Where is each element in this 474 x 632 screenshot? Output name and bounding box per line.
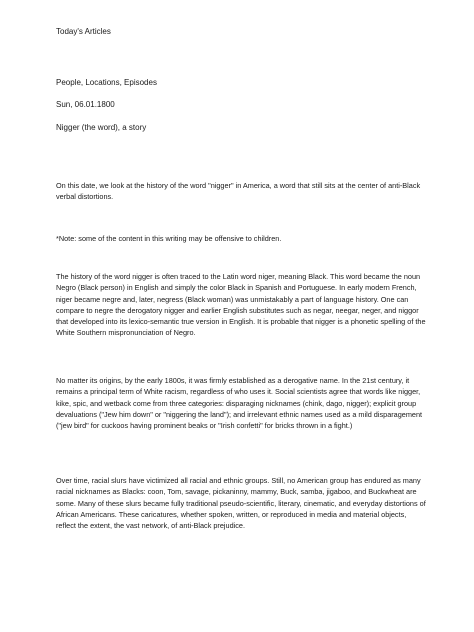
slurs-paragraph: Over time, racial slurs have victimized all racial and ethnic groups. Still, no American group has endured as many racial nicknames as Blacks: coon, Tom, savage, pickaninny, mammy, Buck, samba, jigaboo, and Buckwheat are some. Many of these slurs became fully traditional pseudo-scientific, literary, cinematic, and everyday distortions of African Americans. These caricatures, whether spoken, written, or reproduced in media and material objects, reflect the extent, the vast network, of anti-Black prejudice.	[56, 476, 426, 531]
origins-paragraph: No matter its origins, by the early 1800s, it was firmly established as a derogative name. In the 21st century, it remains a principal term of White racism, regardless of who uses it. Social scientists agree that words like nigger, kike, spic, and wetback come from three categories: disparaging nicknames (chink, dago, nigger); explicit group devaluations ("Jew him down" or "niggering the land"); and irrelevant ethnic names used as a mild disparagement ("jew bird" for cuckoos having prominent beaks or "Irish confetti" for bricks thrown in a fight.)	[56, 376, 423, 431]
category-line: People, Locations, Episodes	[56, 78, 157, 87]
intro-paragraph: On this date, we look at the history of the word "nigger" in America, a word that still sits at the center of anti-Black verbal distortions.	[56, 181, 421, 202]
section-label: Today's Articles	[56, 27, 111, 36]
date-line: Sun, 06.01.1800	[56, 100, 115, 109]
article-title: Nigger (the word), a story	[56, 123, 147, 132]
history-paragraph: The history of the word nigger is often traced to the Latin word niger, meaning Black. This word became the noun Negro (Black person) in English and simply the color Black in Spanish and Portuguese. In early modern French, niger became negre and, later, negress (Black woman) was unmistakably a part of language history. One can compare to negre the derogatory nigger and earlier English substitutes such as negar, neegar, neger, and niggor that developed into its lexico-semantic true version in English. It is probable that nigger is a phonetic spelling of the White Southern mispronunciation of Negro.	[56, 272, 426, 338]
content-note: *Note: some of the content in this writing may be offensive to children.	[56, 234, 282, 243]
